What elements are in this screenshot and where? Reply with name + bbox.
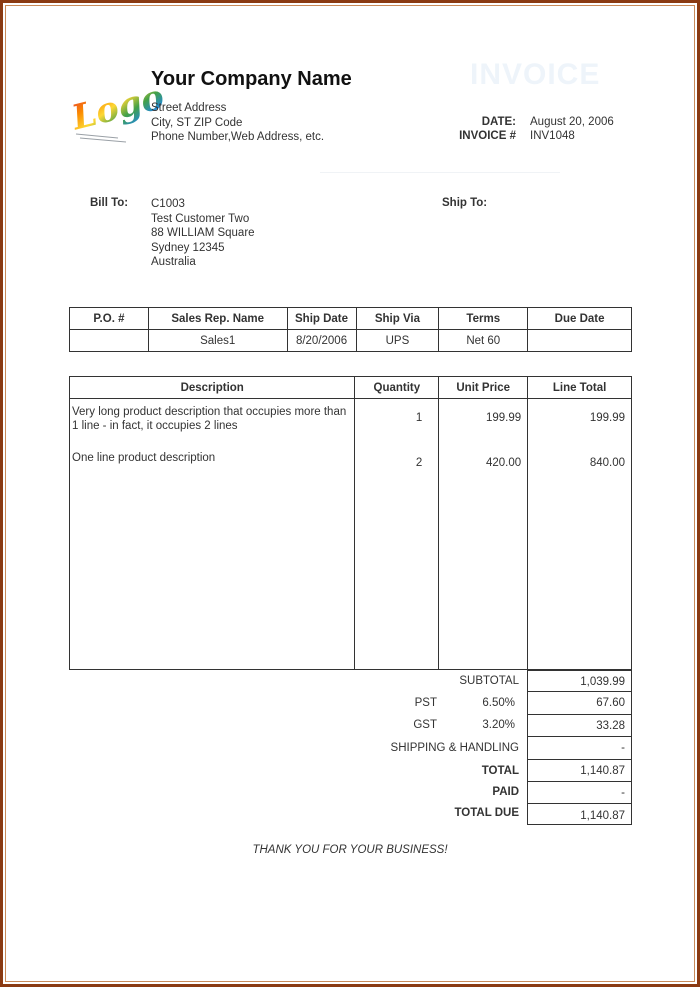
line-items-body [70, 399, 632, 670]
gst-rate: 3.20% [482, 719, 515, 731]
company-city: City, ST ZIP Code [151, 116, 243, 129]
item-description: Very long product description that occupies more than 1 line - in fact, it occupies 2 lines [72, 406, 347, 432]
pst-rate: 6.50% [482, 697, 515, 709]
order-info-table [69, 307, 632, 352]
quantity-column [355, 399, 439, 670]
company-name: Your Company Name [151, 68, 352, 90]
line-items-header [70, 377, 632, 399]
cell-po [70, 330, 149, 352]
invoice-title: INVOICE [470, 58, 601, 91]
total-due-value: 1,140.87 [527, 804, 632, 825]
col-header-ship-via: Ship Via [356, 308, 439, 330]
gst-label: GST [413, 719, 437, 731]
invoice-number-label: INVOICE # [459, 130, 516, 142]
order-info-header [70, 308, 632, 330]
item-unit-price: 420.00 [485, 457, 522, 469]
col-header-description: Description [70, 377, 355, 399]
bill-to-line: C1003 [151, 198, 185, 210]
col-header-quantity: Quantity [355, 377, 439, 399]
subtotal-label: SUBTOTAL [459, 675, 519, 687]
col-header-line-total: Line Total [528, 377, 632, 399]
bill-to-address [151, 197, 255, 270]
gst-value: 33.28 [527, 715, 632, 737]
company-contact: Phone Number,Web Address, etc. [151, 131, 325, 143]
col-header-ship-date: Ship Date [287, 308, 356, 330]
total-due-label: TOTAL DUE [454, 807, 519, 819]
paid-value: - [527, 782, 632, 804]
invoice-number-value: INV1048 [530, 130, 575, 142]
bill-to-line: Australia [151, 256, 196, 268]
cell-sales-rep: Sales1 [148, 330, 287, 352]
col-header-po: P.O. # [70, 308, 149, 330]
line-total-column [528, 399, 632, 670]
description-column [70, 399, 355, 670]
item-line-total: 199.99 [589, 412, 625, 424]
item-line-total: 840.00 [589, 457, 625, 469]
line-items-table [69, 376, 632, 670]
bill-to-line: Sydney 12345 [151, 241, 225, 254]
col-header-sales-rep: Sales Rep. Name [148, 308, 287, 330]
item-unit-price: 199.99 [485, 412, 522, 424]
cell-ship-date: 8/20/2006 [287, 330, 356, 352]
logo-text: Logo [68, 77, 169, 139]
bill-to-label: Bill To: [90, 197, 129, 209]
paid-label: PAID [492, 786, 519, 798]
item-description: One line product description [72, 452, 216, 464]
unit-price-column [439, 399, 528, 670]
total-value: 1,140.87 [527, 760, 632, 782]
date-label: DATE: [481, 116, 516, 128]
shipping-label: SHIPPING & HANDLING [390, 742, 519, 754]
pst-label: PST [414, 697, 437, 709]
col-header-terms: Terms [439, 308, 528, 330]
item-quantity: 1 [415, 412, 423, 424]
cell-terms: Net 60 [439, 330, 528, 352]
company-logo [68, 77, 169, 144]
ship-to-label: Ship To: [442, 197, 488, 209]
total-label: TOTAL [481, 765, 519, 777]
date-value: August 20, 2006 [530, 116, 614, 128]
cell-due-date [528, 330, 632, 352]
table-row [70, 330, 632, 352]
thank-you-message: THANK YOU FOR YOUR BUSINESS! [252, 844, 448, 856]
pst-value: 67.60 [527, 692, 632, 715]
item-quantity: 2 [415, 457, 423, 469]
col-header-due-date: Due Date [528, 308, 632, 330]
divider [320, 172, 560, 173]
subtotal-value: 1,039.99 [527, 670, 632, 692]
cell-ship-via: UPS [356, 330, 439, 352]
shipping-value: - [527, 737, 632, 760]
company-address [151, 101, 324, 145]
company-street: Street Address [151, 102, 227, 114]
bill-to-line: Test Customer Two [151, 212, 250, 225]
bill-to-line: 88 WILLIAM Square [151, 227, 255, 239]
col-header-unit-price: Unit Price [439, 377, 528, 399]
